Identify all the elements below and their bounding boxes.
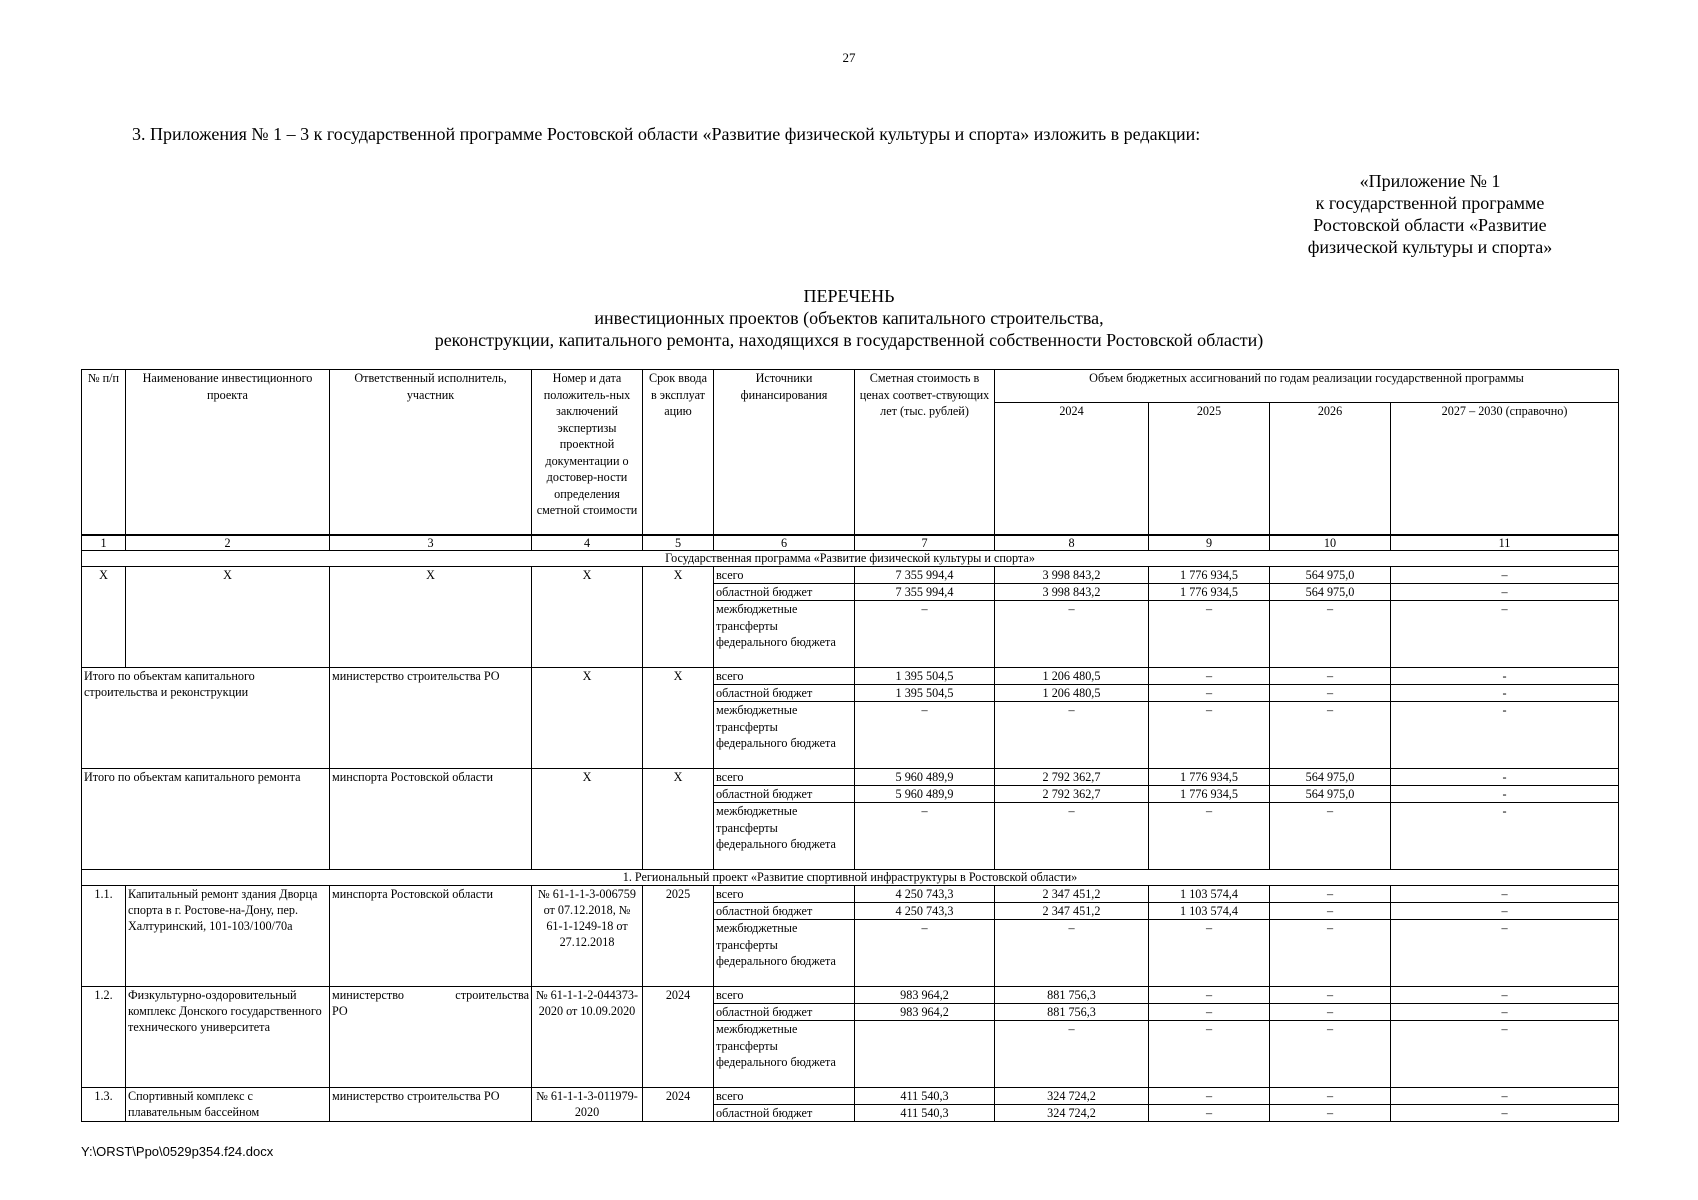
column-number: 1 (82, 535, 126, 551)
project-number: 1.2. (82, 987, 126, 1088)
column-number: 7 (855, 535, 995, 551)
group-repair-expertise-x: X (532, 769, 643, 870)
funding-source-total: всего (714, 1088, 855, 1105)
budget-2027-value: – (1391, 987, 1619, 1004)
project-executor (330, 987, 532, 1088)
budget-2027-value: – (1391, 886, 1619, 903)
program-expertise-x: X (532, 567, 643, 668)
budget-2026-value: – (1270, 903, 1391, 920)
estimated-cost-value: – (855, 601, 995, 668)
section-regional-project-title: 1. Региональный проект «Развитие спортивной инфраструктуры в Ростовской области» (82, 870, 1619, 886)
budget-2026-value: – (1270, 685, 1391, 702)
header-year-2025: 2025 (1149, 403, 1270, 536)
funding-source-federal: межбюджетные трансферты федерального бюджета (714, 601, 855, 668)
column-number: 2 (126, 535, 330, 551)
budget-2024-value: – (995, 1021, 1149, 1088)
budget-2025-value: 1 776 934,5 (1149, 786, 1270, 803)
budget-2027-value: - (1391, 668, 1619, 685)
funding-source-regional: областной бюджет (714, 584, 855, 601)
budget-2027-value: – (1391, 567, 1619, 584)
project-commissioning-year: 2025 (643, 886, 714, 987)
estimated-cost-value: – (855, 702, 995, 769)
section-program-title: Государственная программа «Развитие физической культуры и спорта» (82, 551, 1619, 567)
budget-2025-value: 1 103 574,4 (1149, 886, 1270, 903)
estimated-cost-value: 7 355 994,4 (855, 584, 995, 601)
estimated-cost-value: 5 960 489,9 (855, 786, 995, 803)
funding-source-total: всего (714, 987, 855, 1004)
project-name: Спортивный комплекс с плавательным бассейном (126, 1088, 330, 1122)
funding-source-federal: межбюджетные трансферты федерального бюджета (714, 803, 855, 870)
header-year-2024: 2024 (995, 403, 1149, 536)
budget-2026-value: – (1270, 886, 1391, 903)
budget-2024-value: – (995, 920, 1149, 987)
project-executor: министерство строительства РО (330, 1088, 532, 1122)
title-line: ПЕРЕЧЕНЬ (803, 286, 895, 306)
column-number: 6 (714, 535, 855, 551)
header-expertise: Номер и дата положитель-ных заключений экспертизы проектной документации о достовер-ности определения сметной стоимости (532, 370, 643, 536)
estimated-cost-value: 1 395 504,5 (855, 668, 995, 685)
budget-2024-value: – (995, 803, 1149, 870)
estimated-cost-value: 411 540,3 (855, 1088, 995, 1105)
header-executor: Ответственный исполнитель, участник (330, 370, 532, 536)
budget-2027-value: – (1391, 920, 1619, 987)
budget-2024-value: 3 998 843,2 (995, 584, 1149, 601)
header-year-2026: 2026 (1270, 403, 1391, 536)
intro-paragraph: 3. Приложения № 1 – 3 к государственной программе Ростовской области «Развитие физической культуры и спорта» изложить в редакции: (132, 124, 1201, 144)
estimated-cost-value: 983 964,2 (855, 987, 995, 1004)
budget-2025-value: – (1149, 1105, 1270, 1122)
column-number: 4 (532, 535, 643, 551)
column-number: 5 (643, 535, 714, 551)
header-project-name: Наименование инвестиционного проекта (126, 370, 330, 536)
project-executor-line: РО (332, 1004, 348, 1018)
budget-2027-value: – (1391, 1004, 1619, 1021)
funding-source-federal: межбюджетные трансферты федерального бюджета (714, 702, 855, 769)
program-executor-x: X (330, 567, 532, 668)
budget-2024-value: 881 756,3 (995, 1004, 1149, 1021)
budget-2024-value: 2 347 451,2 (995, 886, 1149, 903)
budget-2025-value: 1 776 934,5 (1149, 769, 1270, 786)
budget-2025-value: – (1149, 987, 1270, 1004)
budget-2026-value: – (1270, 920, 1391, 987)
budget-2025-value: 1 103 574,4 (1149, 903, 1270, 920)
budget-2025-value: – (1149, 1021, 1270, 1088)
project-number: 1.3. (82, 1088, 126, 1122)
column-number: 3 (330, 535, 532, 551)
file-path-footer: Y:\ORST\Ppo\0529p354.f24.docx (81, 1144, 274, 1159)
budget-2025-value: – (1149, 1004, 1270, 1021)
budget-2025-value: – (1149, 702, 1270, 769)
funding-source-total: всего (714, 668, 855, 685)
estimated-cost-value: 411 540,3 (855, 1105, 995, 1122)
budget-2025-value: – (1149, 668, 1270, 685)
budget-2027-value: – (1391, 903, 1619, 920)
project-number: 1.1. (82, 886, 126, 987)
budget-2025-value: – (1149, 685, 1270, 702)
funding-source-regional: областной бюджет (714, 903, 855, 920)
budget-2026-value: 564 975,0 (1270, 786, 1391, 803)
budget-2026-value: 564 975,0 (1270, 584, 1391, 601)
group-repair-year-x: X (643, 769, 714, 870)
document-title (0, 285, 1698, 351)
estimated-cost-value: 7 355 994,4 (855, 567, 995, 584)
project-expertise: № 61-1-1-3-006759 от 07.12.2018, № 61-1-1249-18 от 27.12.2018 (532, 886, 643, 987)
header-commissioning: Срок ввода в эксплуат ацию (643, 370, 714, 536)
appendix-line: «Приложение № 1 (1359, 171, 1501, 191)
program-number-x: X (82, 567, 126, 668)
budget-2024-value: 3 998 843,2 (995, 567, 1149, 584)
budget-2027-value: - (1391, 702, 1619, 769)
budget-2026-value: – (1270, 803, 1391, 870)
header-year-2027-2030: 2027 – 2030 (справочно) (1391, 403, 1619, 536)
budget-2024-value: – (995, 601, 1149, 668)
budget-2024-value: 881 756,3 (995, 987, 1149, 1004)
group-construction-expertise-x: X (532, 668, 643, 769)
budget-2026-value: – (1270, 1105, 1391, 1122)
budget-2027-value: – (1391, 1021, 1619, 1088)
funding-source-total: всего (714, 886, 855, 903)
project-expertise: № 61-1-1-3-011979-2020 (532, 1088, 643, 1122)
estimated-cost-value: 1 395 504,5 (855, 685, 995, 702)
funding-source-regional: областной бюджет (714, 1004, 855, 1021)
funding-source-regional: областной бюджет (714, 786, 855, 803)
budget-2026-value: – (1270, 987, 1391, 1004)
group-construction-executor: министерство строительства РО (330, 668, 532, 769)
funding-source-total: всего (714, 567, 855, 584)
funding-source-regional: областной бюджет (714, 1105, 855, 1122)
group-construction-name: Итого по объектам капитального строительства и реконструкции (82, 668, 330, 769)
appendix-line: Ростовской области «Развитие (1313, 215, 1547, 235)
budget-2025-value: – (1149, 920, 1270, 987)
title-line: инвестиционных проектов (объектов капитального строительства, (594, 308, 1104, 328)
header-estimated-cost: Сметная стоимость в ценах соответ-ствующих лет (тыс. рублей) (855, 370, 995, 536)
column-number: 10 (1270, 535, 1391, 551)
budget-2026-value: – (1270, 1021, 1391, 1088)
estimated-cost-value: – (855, 920, 995, 987)
estimated-cost-value (855, 1021, 995, 1088)
budget-2024-value: 324 724,2 (995, 1105, 1149, 1122)
project-executor-line: министерство строительства (332, 988, 529, 1002)
budget-2026-value: – (1270, 1088, 1391, 1105)
budget-2027-value: - (1391, 769, 1619, 786)
funding-source-regional: областной бюджет (714, 685, 855, 702)
appendix-line: к государственной программе (1315, 193, 1545, 213)
budget-2027-value: – (1391, 601, 1619, 668)
estimated-cost-value: 983 964,2 (855, 1004, 995, 1021)
budget-2025-value: 1 776 934,5 (1149, 567, 1270, 584)
estimated-cost-value: 4 250 743,3 (855, 886, 995, 903)
title-line: реконструкции, капитального ремонта, находящихся в государственной собственности Ростовской области) (434, 330, 1264, 350)
estimated-cost-value: 4 250 743,3 (855, 903, 995, 920)
budget-2024-value: 324 724,2 (995, 1088, 1149, 1105)
budget-2026-value: – (1270, 668, 1391, 685)
column-number: 11 (1391, 535, 1619, 551)
budget-2026-value: – (1270, 601, 1391, 668)
group-repair-name: Итого по объектам капитального ремонта (82, 769, 330, 870)
appendix-header (1260, 170, 1600, 258)
budget-2026-value: – (1270, 702, 1391, 769)
project-executor: минспорта Ростовской области (330, 886, 532, 987)
project-commissioning-year: 2024 (643, 987, 714, 1088)
group-repair-executor: минспорта Ростовской области (330, 769, 532, 870)
appendix-line: физической культуры и спорта» (1307, 237, 1553, 257)
budget-2024-value: 1 206 480,5 (995, 685, 1149, 702)
estimated-cost-value: – (855, 803, 995, 870)
project-expertise: № 61-1-1-2-044373-2020 от 10.09.2020 (532, 987, 643, 1088)
funding-source-total: всего (714, 769, 855, 786)
funding-source-federal: межбюджетные трансферты федерального бюджета (714, 920, 855, 987)
header-budget-volume: Объем бюджетных ассигнований по годам реализации государственной программы (995, 370, 1619, 403)
budget-2027-value: – (1391, 1088, 1619, 1105)
budget-2024-value: 2 792 362,7 (995, 786, 1149, 803)
budget-2027-value: – (1391, 1105, 1619, 1122)
estimated-cost-value: 5 960 489,9 (855, 769, 995, 786)
budget-2024-value: 2 347 451,2 (995, 903, 1149, 920)
budget-2026-value: 564 975,0 (1270, 769, 1391, 786)
budget-2024-value: 1 206 480,5 (995, 668, 1149, 685)
program-year-x: X (643, 567, 714, 668)
group-construction-year-x: X (643, 668, 714, 769)
budget-2027-value: - (1391, 786, 1619, 803)
funding-source-federal: межбюджетные трансферты федерального бюджета (714, 1021, 855, 1088)
budget-2025-value: – (1149, 601, 1270, 668)
column-number: 9 (1149, 535, 1270, 551)
budget-2025-value: – (1149, 1088, 1270, 1105)
budget-2026-value: – (1270, 1004, 1391, 1021)
header-funding-source: Источники финансирования (714, 370, 855, 536)
budget-2024-value: – (995, 702, 1149, 769)
project-name: Капитальный ремонт здания Дворца спорта в г. Ростове-на-Дону, пер. Халтуринский, 101-103/100/70а (126, 886, 330, 987)
budget-2027-value: – (1391, 584, 1619, 601)
budget-2027-value: - (1391, 803, 1619, 870)
budget-2026-value: 564 975,0 (1270, 567, 1391, 584)
project-commissioning-year: 2024 (643, 1088, 714, 1122)
project-name: Физкультурно-оздоровительный комплекс Донского государственного технического университета (126, 987, 330, 1088)
budget-2027-value: - (1391, 685, 1619, 702)
page-number: 27 (842, 50, 856, 65)
investment-projects-table (81, 369, 1619, 1122)
budget-2025-value: – (1149, 803, 1270, 870)
budget-2025-value: 1 776 934,5 (1149, 584, 1270, 601)
budget-2024-value: 2 792 362,7 (995, 769, 1149, 786)
column-number: 8 (995, 535, 1149, 551)
program-name-x: X (126, 567, 330, 668)
header-number: № п/п (82, 370, 126, 536)
